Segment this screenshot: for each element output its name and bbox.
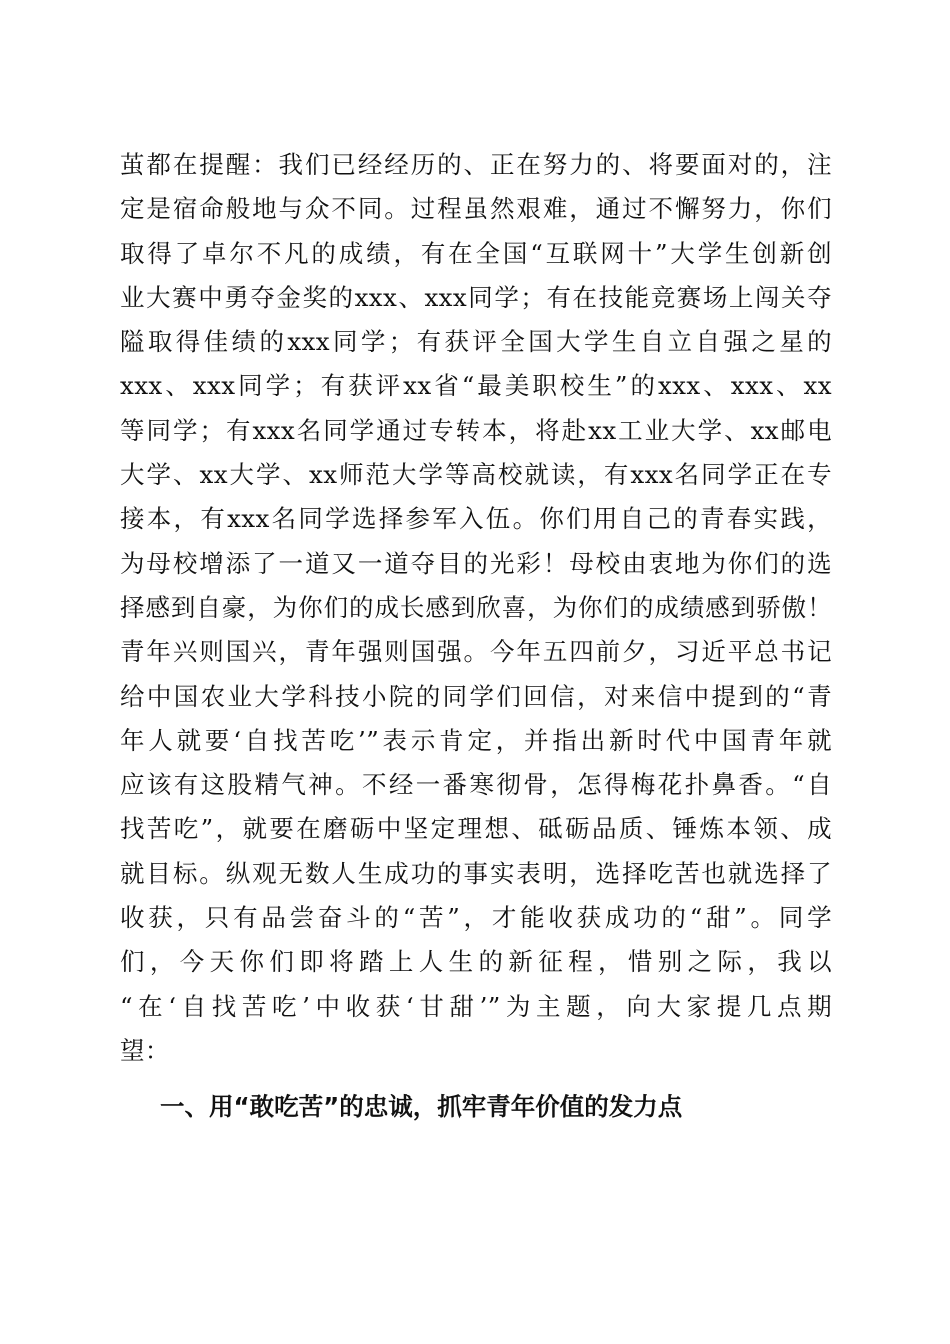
paragraph-line: 们，今天你们即将踏上人生的新征程，惜别之际，我以 (120, 947, 832, 977)
body-paragraph (120, 143, 832, 1073)
paragraph-line: 隘取得佳绩的xxx同学；有获评全国大学生自立自强之星的 (120, 327, 832, 357)
paragraph-line: 找苦吃”，就要在磨砺中坚定理想、砥砺品质、锤炼本领、成 (120, 814, 832, 844)
paragraph-line: 应该有这股精气神。不经一番寒彻骨，怎得梅花扑鼻香。“自 (120, 770, 832, 800)
paragraph-line: 取得了卓尔不凡的成绩，有在全国“互联网十”大学生创新创 (120, 238, 832, 268)
paragraph-line: 收获，只有品尝奋斗的“苦”，才能收获成功的“甜”。同学 (120, 903, 832, 933)
paragraph-line: 青年兴则国兴，青年强则国强。今年五四前夕，习近平总书记 (120, 637, 832, 667)
paragraph-line: 业大赛中勇夺金奖的xxx、xxx同学；有在技能竞赛场上闯关夺 (120, 282, 832, 312)
paragraph-line: xxx、xxx同学；有获评xx省“最美职校生”的xxx、xxx、xx (120, 371, 832, 401)
paragraph-line: 定是宿命般地与众不同。过程虽然艰难，通过不懈努力，你们 (120, 194, 832, 224)
paragraph-line: “在‘自找苦吃’中收获‘甘甜’”为主题，向大家提几点期 (120, 991, 832, 1021)
paragraph-line: 接本，有xxx名同学选择参军入伍。你们用自己的青春实践， (120, 504, 832, 534)
paragraph-line: 择感到自豪，为你们的成长感到欣喜，为你们的成绩感到骄傲！ (120, 592, 832, 622)
paragraph-line: 大学、xx大学、xx师范大学等高校就读，有xxx名同学正在专 (120, 460, 832, 490)
paragraph-line: 等同学；有xxx名同学通过专转本，将赴xx工业大学、xx邮电 (120, 415, 832, 445)
section-heading: 一、用“敢吃苦”的忠诚，抓牢青年价值的发力点 (160, 1092, 683, 1121)
paragraph-line: 就目标。纵观无数人生成功的事实表明，选择吃苦也就选择了 (120, 858, 832, 888)
paragraph-line: 为母校增添了一道又一道夺目的光彩！母校由衷地为你们的选 (120, 548, 832, 578)
paragraph-line: 给中国农业大学科技小院的同学们回信，对来信中提到的“青 (120, 681, 832, 711)
paragraph-line: 望： (120, 1035, 170, 1065)
paragraph-line: 年人就要‘自找苦吃’”表示肯定，并指出新时代中国青年就 (120, 725, 832, 755)
paragraph-line: 茧都在提醒：我们已经经历的、正在努力的、将要面对的，注 (120, 150, 832, 179)
